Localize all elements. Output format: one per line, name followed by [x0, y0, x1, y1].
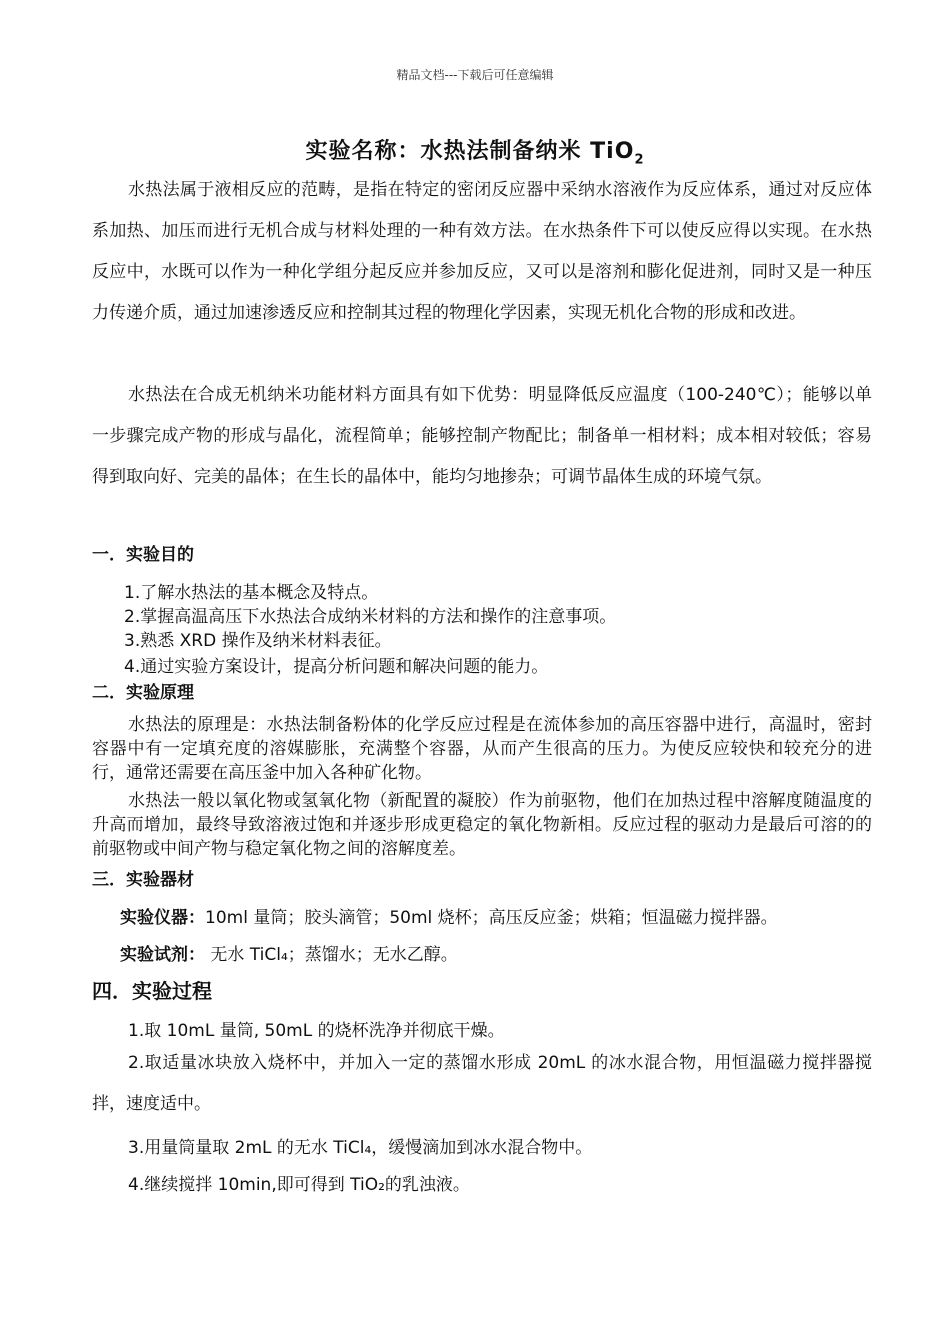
section-3-heading: 三．实验器材 — [92, 870, 194, 890]
objective-item: 2.掌握高温高压下水热法合成纳米材料的方法和操作的注意事项。 — [124, 607, 617, 627]
procedure-step: 1.取 10mL 量筒, 50mL 的烧杯洗净并彻底干燥。 — [128, 1021, 505, 1041]
section-1-heading: 一．实验目的 — [92, 545, 194, 565]
procedure-step: 3.用量筒量取 2mL 的无水 TiCl₄，缓慢滴加到冰水混合物中。 — [128, 1138, 593, 1158]
instruments-label: 实验仪器： — [120, 908, 205, 928]
intro-paragraph-2: 水热法在合成无机纳米功能材料方面具有如下优势：明显降低反应温度（100-240℃）；能够以单一步骤完成产物的形成与晶化，流程简单；能够控制产物配比；制备单一相材料；成本相对较低；容易得到取向好、完美的晶体；在生长的晶体中，能均匀地掺杂；可调节晶体生成的环境气氛。 — [92, 385, 872, 487]
reagents-list: 无水 TiCl₄；蒸馏水；无水乙醇。 — [205, 945, 458, 965]
objective-item: 4.通过实验方案设计，提高分析问题和解决问题的能力。 — [124, 657, 549, 677]
intro-paragraph-1: 水热法属于液相反应的范畴，是指在特定的密闭反应器中采纳水溶液作为反应体系，通过对反应体系加热、加压而进行无机合成与材料处理的一种有效方法。在水热条件下可以使反应得以实现。在水热反应中，水既可以作为一种化学组分起反应并参加反应，又可以是溶剂和膨化促进剂，同时又是一种压力传递介质，通过加速渗透反应和控制其过程的物理化学因素，实现无机化合物的形成和改进。 — [92, 180, 872, 323]
procedure-step: 4.继续搅拌 10min,即可得到 TiO₂的乳浊液。 — [128, 1175, 470, 1195]
reagents-label: 实验试剂： — [120, 945, 205, 965]
instruments-list: 10ml 量筒；胶头滴管；50ml 烧杯；高压反应釜；烘箱；恒温磁力搅拌器。 — [205, 908, 778, 928]
document-title — [0, 134, 950, 167]
section-4-heading: 四．实验过程 — [92, 979, 212, 1003]
principle-paragraph-1: 水热法的原理是：水热法制备粉体的化学反应过程是在流体参加的高压容器中进行，高温时，密封容器中有一定填充度的溶媒膨胀，充满整个容器，从而产生很高的压力。为使反应较快和较充分的进行，通常还需要在高压釜中加入各种矿化物。 — [92, 715, 872, 783]
procedure-step: 2.取适量冰块放入烧杯中，并加入一定的蒸馏水形成 20mL 的冰水混合物，用恒温磁力搅拌器搅拌，速度适中。 — [92, 1053, 872, 1114]
objective-item: 3.熟悉 XRD 操作及纳米材料表征。 — [124, 631, 392, 651]
principle-paragraph-2: 水热法一般以氧化物或氢氧化物（新配置的凝胶）作为前驱物，他们在加热过程中溶解度随温度的升高而增加，最终导致溶液过饱和并逐步形成更稳定的氧化物新相。反应过程的驱动力是最后可溶的的前驱物或中间产物与稳定氧化物之间的溶解度差。 — [92, 791, 872, 859]
title-text: 实验名称：水热法制备纳米 TiO — [305, 139, 635, 164]
section-2-heading: 二．实验原理 — [92, 683, 194, 703]
objective-item: 1.了解水热法的基本概念及特点。 — [124, 583, 379, 603]
instruments-line — [120, 903, 778, 928]
reagents-line — [120, 940, 458, 965]
header-note: 精品文档---下载后可任意编辑 — [396, 68, 554, 82]
title-subscript: 2 — [634, 152, 645, 168]
